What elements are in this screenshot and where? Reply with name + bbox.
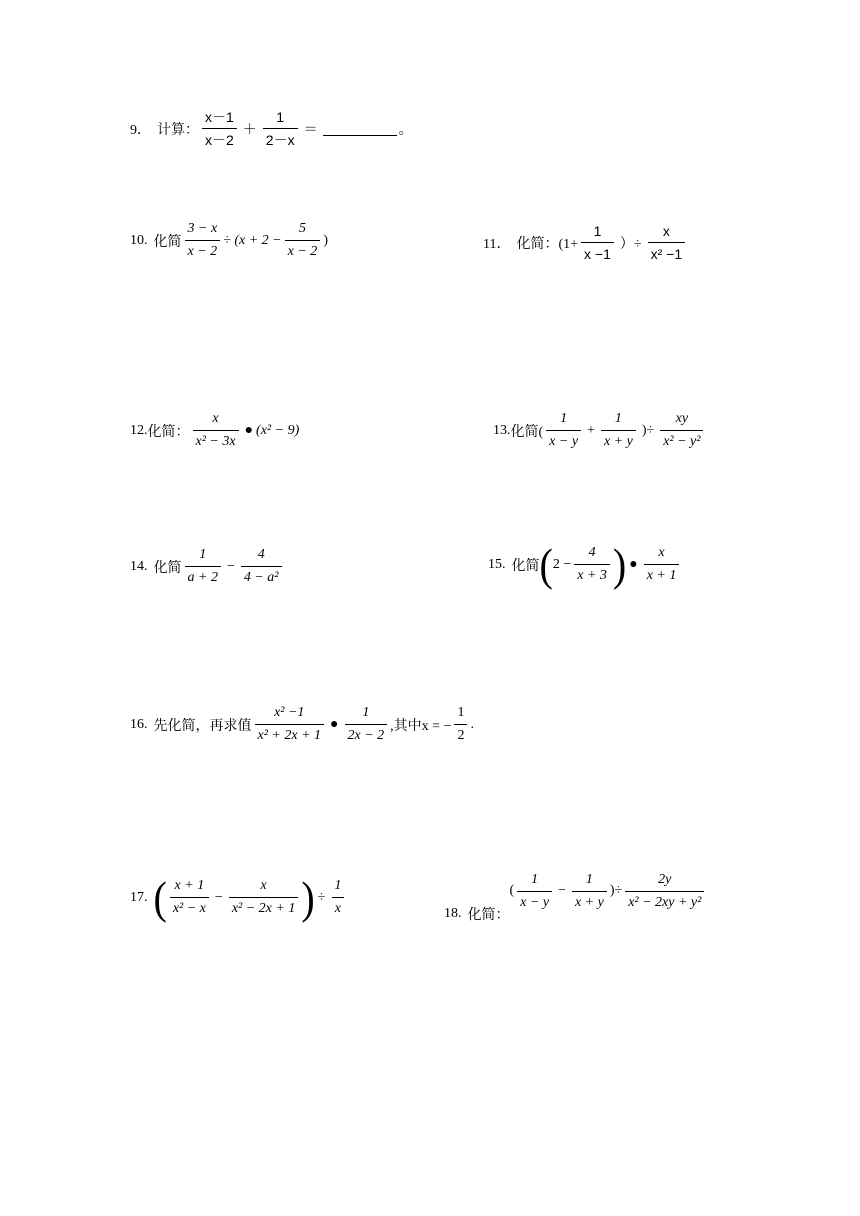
problem-14 [130,546,285,587]
problem-15 [488,538,682,590]
problem-number: 14. [130,558,148,574]
problem-number: 18. [444,906,462,921]
fraction: $\frac{\text{x² −1}}{\text{x² + 2x + 1}}$ [255,704,325,745]
problem-label: 先化简，再求值 [153,718,252,734]
fraction: $\frac{5}{x - 2}$ [285,220,321,261]
expression: ÷ (x + 2 − [223,232,282,248]
fraction: $\frac{1}{x + y}$ [601,410,636,451]
fraction: $\frac{4}{\text{4 − a²}}$ [241,546,282,587]
problem-number: 16. [130,716,148,732]
fraction: $\frac{1}{x - y}$ [546,410,581,451]
problem-16 [130,704,474,745]
fraction: $\frac{x}{x + 1}$ [644,544,680,585]
problem-label: 化简： [147,424,190,440]
problem-10 [130,220,328,261]
problem-17 [130,871,347,923]
problem-number: 17. [130,889,148,905]
problem-number: 13. [493,422,511,438]
fraction: $\frac{x + 1}{\text{x² − x}}$ [170,877,209,918]
problem-label: 计算： [157,122,199,138]
fraction: $\frac{x}{\text{x² −1}}$ [648,222,686,263]
problem-label: 化简： [467,908,510,923]
problem-number: 11． [483,236,511,252]
dot-operator: ● [244,422,254,438]
problem-label: 化简( [510,424,544,440]
problem-label: 化简 [511,558,540,574]
expression: ）÷ [619,236,642,252]
fraction: $\frac{1}{x}$ [331,877,344,918]
left-paren: ( [153,871,167,923]
problem-number: 9． [130,122,151,138]
problem-label: 化简 [153,234,182,250]
left-paren: ( [539,538,553,590]
period: 。 [398,122,413,138]
fraction: $\frac{1}{x - y}$ [517,871,552,912]
right-paren: ) [612,538,627,590]
operator: + [587,422,595,438]
operator: − [214,889,223,905]
fraction: $\frac{4}{x + 3}$ [574,544,610,585]
expression: )÷ [609,883,623,898]
fraction: $\frac{1}{2}$ [454,704,467,745]
operator: − [558,883,566,898]
equals: ＝ [303,122,318,138]
fraction: $\frac{1}{x + y}$ [572,871,607,912]
dot-operator: ● [330,716,339,732]
period: . [470,716,474,732]
fraction: $\frac{x-1}{x-2}$ [202,108,237,149]
problem-9 [130,108,413,149]
paren: ) [323,232,328,248]
problem-13 [493,410,706,451]
fraction: $\frac{1}{a + 2}$ [185,546,221,587]
fraction: $\frac{3 - x}{x - 2}$ [185,220,221,261]
operator: ÷ [317,889,326,905]
expression: (x² − 9) [256,422,300,438]
problem-11 [483,222,688,263]
expression: ,其中x = − [390,718,452,734]
fraction: $\frac{x}{\text{x² − 2x + 1}}$ [229,877,299,918]
operator: − [226,558,235,574]
problem-label: 化简：(1+ [516,236,579,252]
answer-blank [323,121,397,136]
problem-12 [130,410,299,451]
problem-number: 15. [488,556,506,572]
fraction: $\frac{1}{2x - 2}$ [345,704,388,745]
problem-number: 10. [130,232,148,248]
expression: 2 − [552,556,572,572]
problem-18 [444,858,707,924]
right-paren: ) [301,871,315,923]
problem-number: 12. [130,422,148,438]
left-paren: ( [509,883,515,898]
fraction: $\frac{1}{x -1}$ [581,222,614,263]
fraction: $\frac{x}{\text{x² − 3x}}$ [193,410,239,451]
problem-label: 化简 [153,560,182,576]
fraction: $\frac{2y}{\text{x² − 2xy + y²}}$ [625,871,704,912]
operator: ＋ [242,122,257,138]
expression: )÷ [641,422,655,438]
dot-operator: ● [629,556,638,572]
fraction: $\frac{1}{2-x}$ [263,108,298,149]
fraction: $\frac{xy}{\text{x² − y²}}$ [660,410,703,451]
